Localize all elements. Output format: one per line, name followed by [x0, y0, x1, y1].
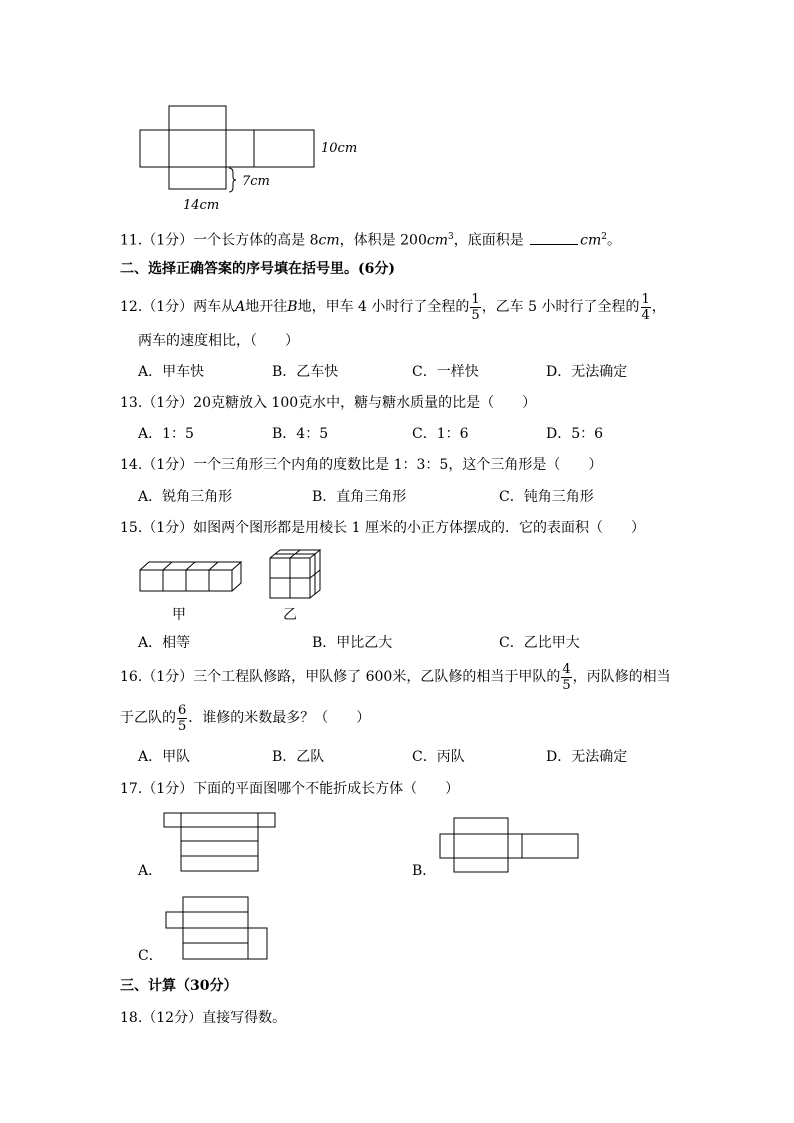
question-12-line2: 两车的速度相比，（ ） [138, 333, 299, 349]
question-15: 15.（1分）如图两个图形都是用棱长 1 厘米的小正方体摆成的．它的表面积（ ） [120, 520, 645, 536]
q14-option-a[interactable]: A．锐角三角形 [138, 489, 233, 505]
q14-option-c[interactable]: C．钝角三角形 [499, 489, 594, 505]
question-11: 11.（1分）一个长方体的高是 8cm，体积是 $200cm^3$，底面积是 $cm^2$。 [120, 232, 622, 249]
q16-option-d[interactable]: D．无法确定 [546, 749, 628, 765]
question-14: 14.（1分）一个三角形三个内角的度数比是 1：3：5，这个三角形是（ ） [120, 457, 603, 473]
question-16-line2: 于乙队的 $\frac{6}{5}$ ．谁修的米数最多？（ ） [120, 702, 371, 734]
question-12: 12.（1分）两车从A地开往B地，甲车 4 小时行了全程的 $\frac{1}{5}$ ，乙车 5 小时行了全程的 $\frac{1}{4}$ ， [120, 291, 666, 323]
q13-option-c[interactable]: C．1：6 [412, 426, 469, 442]
q16-option-a[interactable]: A．甲队 [138, 749, 191, 765]
net-height-label: 10cm [321, 141, 358, 156]
fraction: $\frac{4}{5}$ [562, 661, 571, 693]
q15-option-b[interactable]: B．甲比乙大 [312, 635, 393, 651]
q16-option-c[interactable]: C．丙队 [412, 749, 465, 765]
q13-option-d[interactable]: D．5：6 [546, 426, 604, 442]
question-17: 17.（1分）下面的平面图哪个不能折成长方体（ ） [120, 781, 460, 797]
q12-option-c[interactable]: C．一样快 [412, 364, 479, 380]
fraction: $\frac{6}{5}$ [178, 702, 187, 734]
net-width-label: 7cm [242, 174, 270, 189]
section-3-title: 三、计算（30分） [120, 978, 238, 994]
q12-option-a[interactable]: A．甲车快 [138, 364, 205, 380]
q16-option-b[interactable]: B．乙队 [272, 749, 325, 765]
question-13: 13.（1分）20克糖放入 100克水中，糖与糖水质量的比是（ ） [120, 395, 537, 411]
fraction: $\frac{1}{4}$ [641, 291, 650, 323]
question-16-line1: 16.（1分）三个工程队修路，甲队修了 600米，乙队修的相当于甲队的 $\frac{4}{5}$ ，丙队修的相当 [120, 661, 671, 693]
net-length-label: 14cm [183, 198, 220, 213]
fraction: $\frac{1}{5}$ [471, 291, 480, 323]
label-yi: 乙 [283, 607, 297, 623]
section-2-title: 二、选择正确答案的序号填在括号里。(6分) [120, 261, 395, 277]
label-jia: 甲 [172, 607, 186, 623]
q17-option-a[interactable]: A． [138, 863, 163, 879]
q13-option-b[interactable]: B．4：5 [272, 426, 329, 442]
q15-option-a[interactable]: A．相等 [138, 635, 191, 651]
q12-option-b[interactable]: B．乙车快 [272, 364, 339, 380]
question-18: 18.（12分）直接写得数。 [120, 1010, 287, 1026]
q15-option-c[interactable]: C．乙比甲大 [499, 635, 580, 651]
q12-option-d[interactable]: D．无法确定 [546, 364, 628, 380]
q14-option-b[interactable]: B．直角三角形 [312, 489, 407, 505]
q17-option-c[interactable]: C． [138, 948, 163, 964]
q13-option-a[interactable]: A．1：5 [138, 426, 194, 442]
q17-option-b[interactable]: B． [412, 863, 437, 879]
